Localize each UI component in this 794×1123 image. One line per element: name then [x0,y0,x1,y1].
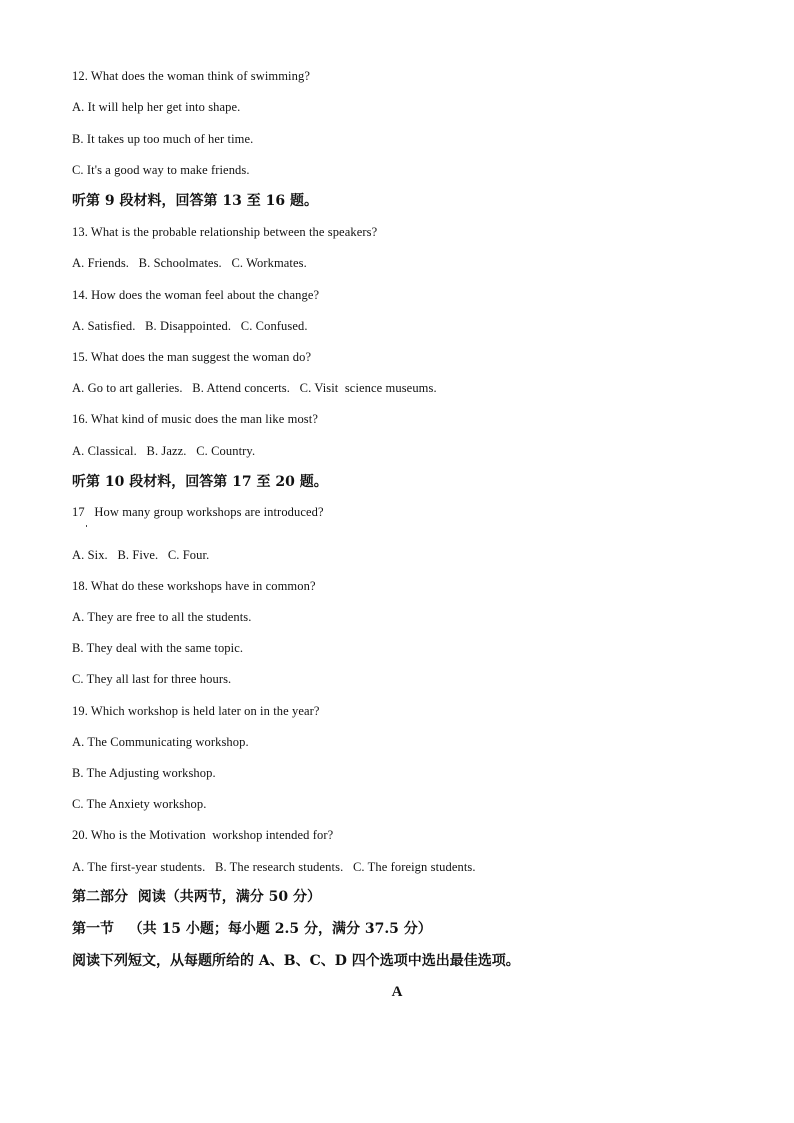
q19-option-c: C. The Anxiety workshop. [72,797,207,811]
q12-option-a: A. It will help her get into shape. [72,100,241,114]
q15-options: A. Go to art galleries. B. Attend concerts. C. Visit science museums. [72,381,437,395]
question-13: 13. What is the probable relationship between the speakers? [72,225,378,239]
q18-option-b: B. They deal with the same topic. [72,641,244,655]
question-17: 17 How many group workshops are introduced? [72,505,324,519]
section-one-heading: 第一节 （共 15 小题；每小题 2.5 分，满分 37.5 分） [72,921,432,937]
question-20: 20. Who is the Motivation workshop intended for? [72,828,334,842]
q17-options: A. Six. B. Five. C. Four. [72,548,210,562]
q19-option-b: B. The Adjusting workshop. [72,766,216,780]
q18-option-a: A. They are free to all the students. [72,610,252,624]
question-15: 15. What does the man suggest the woman do? [72,350,312,364]
question-12: 12. What does the woman think of swimming? [72,69,310,83]
section-heading-10: 听第 10 段材料，回答第 17 至 20 题。 [72,474,328,490]
question-14: 14. How does the woman feel about the change? [72,288,320,302]
passage-label: A [391,984,403,1000]
q16-options: A. Classical. B. Jazz. C. Country. [72,444,256,458]
question-16: 16. What kind of music does the man like most? [72,412,318,426]
question-18: 18. What do these workshops have in common? [72,579,316,593]
q13-options: A. Friends. B. Schoolmates. C. Workmates. [72,256,307,270]
q20-options: A. The first-year students. B. The research students. C. The foreign students. [72,860,476,874]
part-two-heading: 第二部分 阅读（共两节，满分 50 分） [72,889,321,905]
q18-option-c: C. They all last for three hours. [72,672,232,686]
q14-options: A. Satisfied. B. Disappointed. C. Confused. [72,319,308,333]
q12-option-c: C. It's a good way to make friends. [72,163,250,177]
reading-instructions: 阅读下列短文，从每题所给的 A、B、C、D 四个选项中选出最佳选项。 [72,953,520,969]
question-19: 19. Which workshop is held later on in the year? [72,704,320,718]
section-heading-9: 听第 9 段材料，回答第 13 至 16 题。 [72,193,318,209]
q12-option-b: B. It takes up too much of her time. [72,132,254,146]
q19-option-a: A. The Communicating workshop. [72,735,249,749]
print-speck [86,525,87,527]
